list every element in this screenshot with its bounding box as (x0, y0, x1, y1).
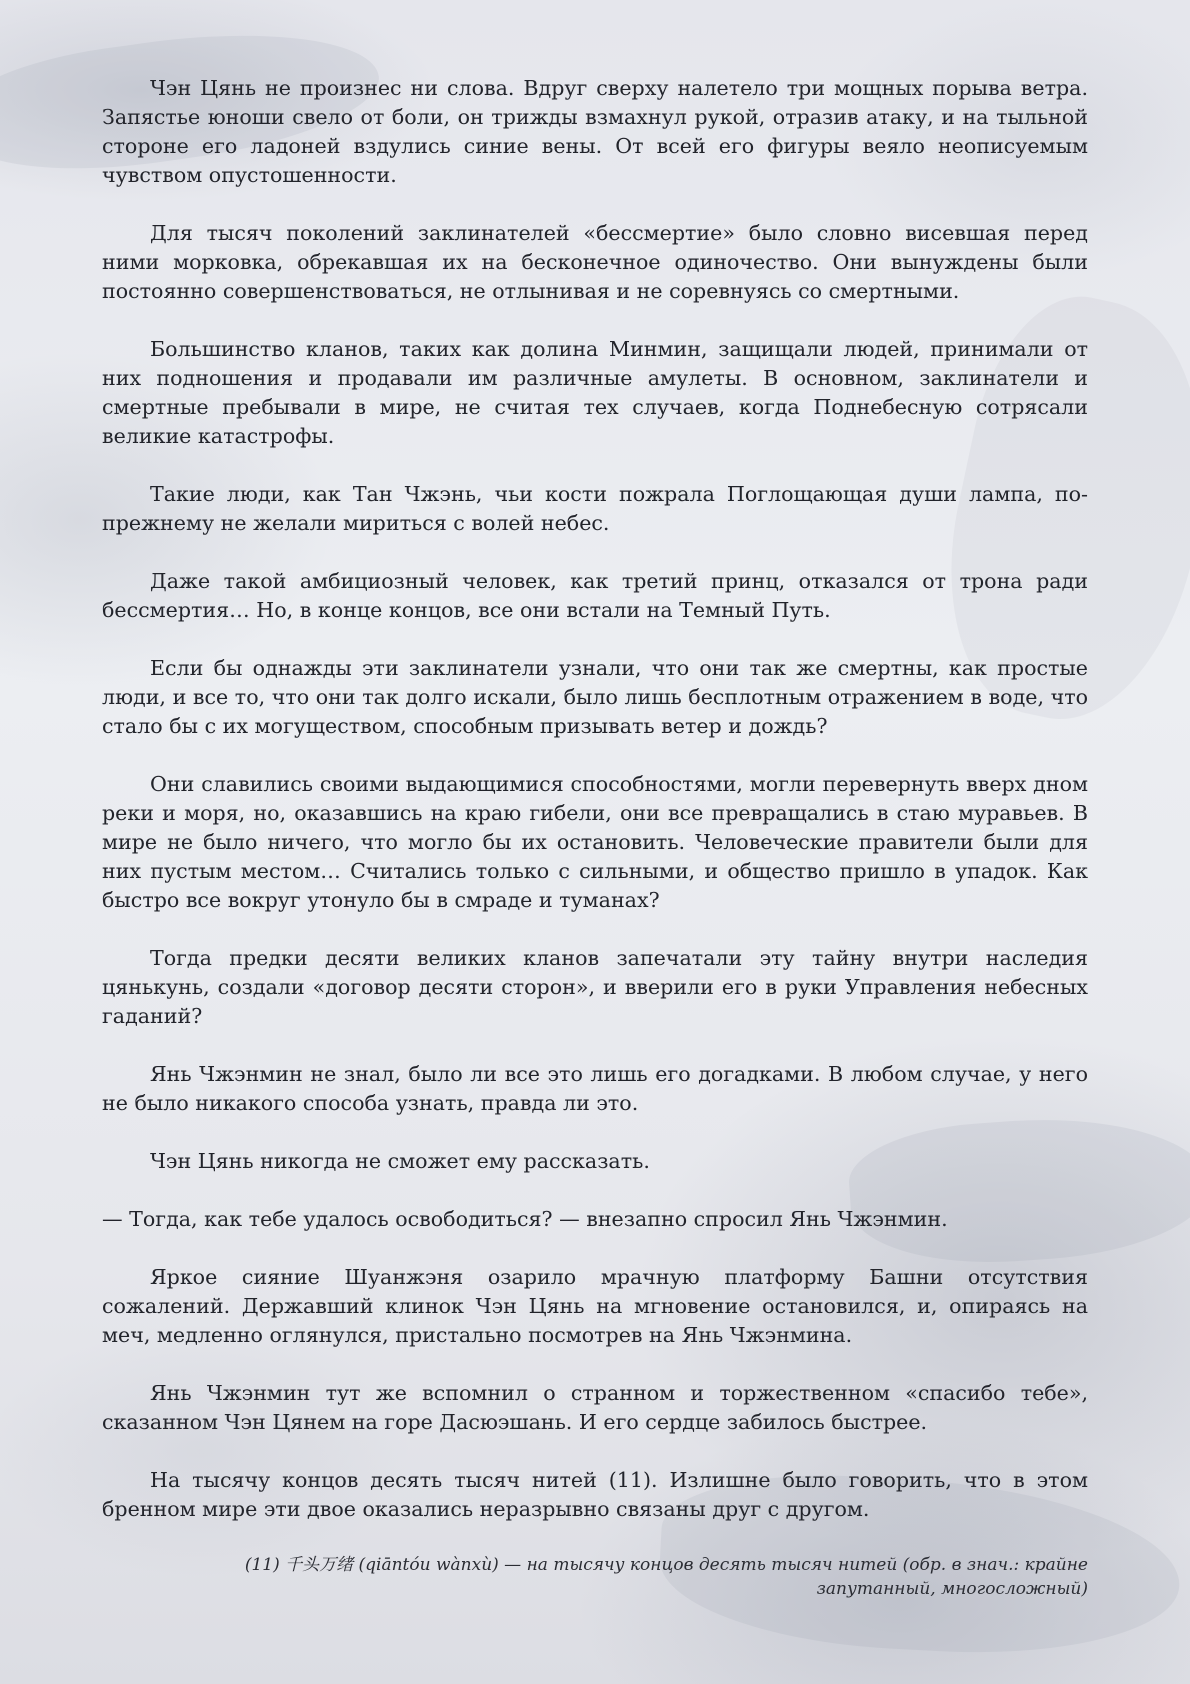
paragraph: Чэн Цянь никогда не сможет ему рассказать. (150, 1149, 650, 1173)
paragraph: Они славились своими выдающимися способностями, могли перевернуть вверх дном реки и моря, но, оказавшись на краю гибели, они все превращались в стаю муравьев. В мире не было ничего, что могло бы их остановить. Человеческие правители были для них пустым местом… Считались только с сильными, и общество пришло в упадок. Как быстро все вокруг утонуло бы в смраде и туманах? (102, 772, 1088, 912)
paragraph: Даже такой амбициозный человек, как третий принц, отказался от трона ради бессмертия… Но, в конце концов, все они встали на Темный Путь. (102, 569, 1088, 622)
paragraph: Если бы однажды эти заклинатели узнали, что они так же смертны, как простые люди, и все то, что они так долго искали, было лишь бесплотным отражением в воде, что стало бы с их могуществом, способным призывать ветер и дождь? (102, 656, 1088, 738)
paragraph: Чэн Цянь не произнес ни слова. Вдруг сверху налетело три мощных порыва ветра. Запястье юноши свело от боли, он трижды взмахнул рукой, отразив атаку, и на тыльной стороне его ладоней вздулись синие вены. От всей его фигуры веяло неописуемым чувством опустошенности. (102, 76, 1088, 187)
paragraph: На тысячу концов десять тысяч нитей (11). Излишне было говорить, что в этом бренном мире эти двое оказались неразрывно связаны друг с другом. (102, 1468, 1088, 1521)
paragraph: Для тысяч поколений заклинателей «бессмертие» было словно висевшая перед ними морковка, обрекавшая их на бесконечное одиночество. Они вынуждены были постоянно совершенствоваться, не отлынивая и не соревнуясь со смертными. (102, 221, 1088, 303)
paragraph: Такие люди, как Тан Чжэнь, чьи кости пожрала Поглощающая души лампа, по-прежнему не желали мириться с волей небес. (102, 482, 1088, 535)
paragraph: Тогда предки десяти великих кланов запечатали эту тайну внутри наследия цянькунь, создали «договор десяти сторон», и вверили его в руки Управления небесных гаданий? (102, 946, 1088, 1028)
chapter-text (102, 74, 1088, 1601)
paragraph: Янь Чжэнмин тут же вспомнил о странном и торжественном «спасибо тебе», сказанном Чэн Цянем на горе Дасюэшань. И его сердце забилось быстрее. (102, 1381, 1088, 1434)
paragraph: Яркое сияние Шуанжэня озарило мрачную платформу Башни отсутствия сожалений. Державший клинок Чэн Цянь на мгновение остановился, и, опираясь на меч, медленно оглянулся, пристально посмотрев на Янь Чжэнмина. (102, 1265, 1088, 1347)
dialogue-paragraph: — Тогда, как тебе удалось освободиться? — внезапно спросил Янь Чжэнмин. (102, 1207, 948, 1231)
footnote: (11) 千头万绪 (qiāntóu wànxù) — на тысячу концов десять тысяч нитей (обр. в знач.: крайне запутанный, многосложный) (244, 1555, 1088, 1599)
paragraph: Янь Чжэнмин не знал, было ли все это лишь его догадками. В любом случае, у него не было никакого способа узнать, правда ли это. (102, 1062, 1088, 1115)
paragraph: Большинство кланов, таких как долина Минмин, защищали людей, принимали от них подношения и продавали им различные амулеты. В основном, заклинатели и смертные пребывали в мире, не считая тех случаев, когда Поднебесную сотрясали великие катастрофы. (102, 337, 1088, 448)
